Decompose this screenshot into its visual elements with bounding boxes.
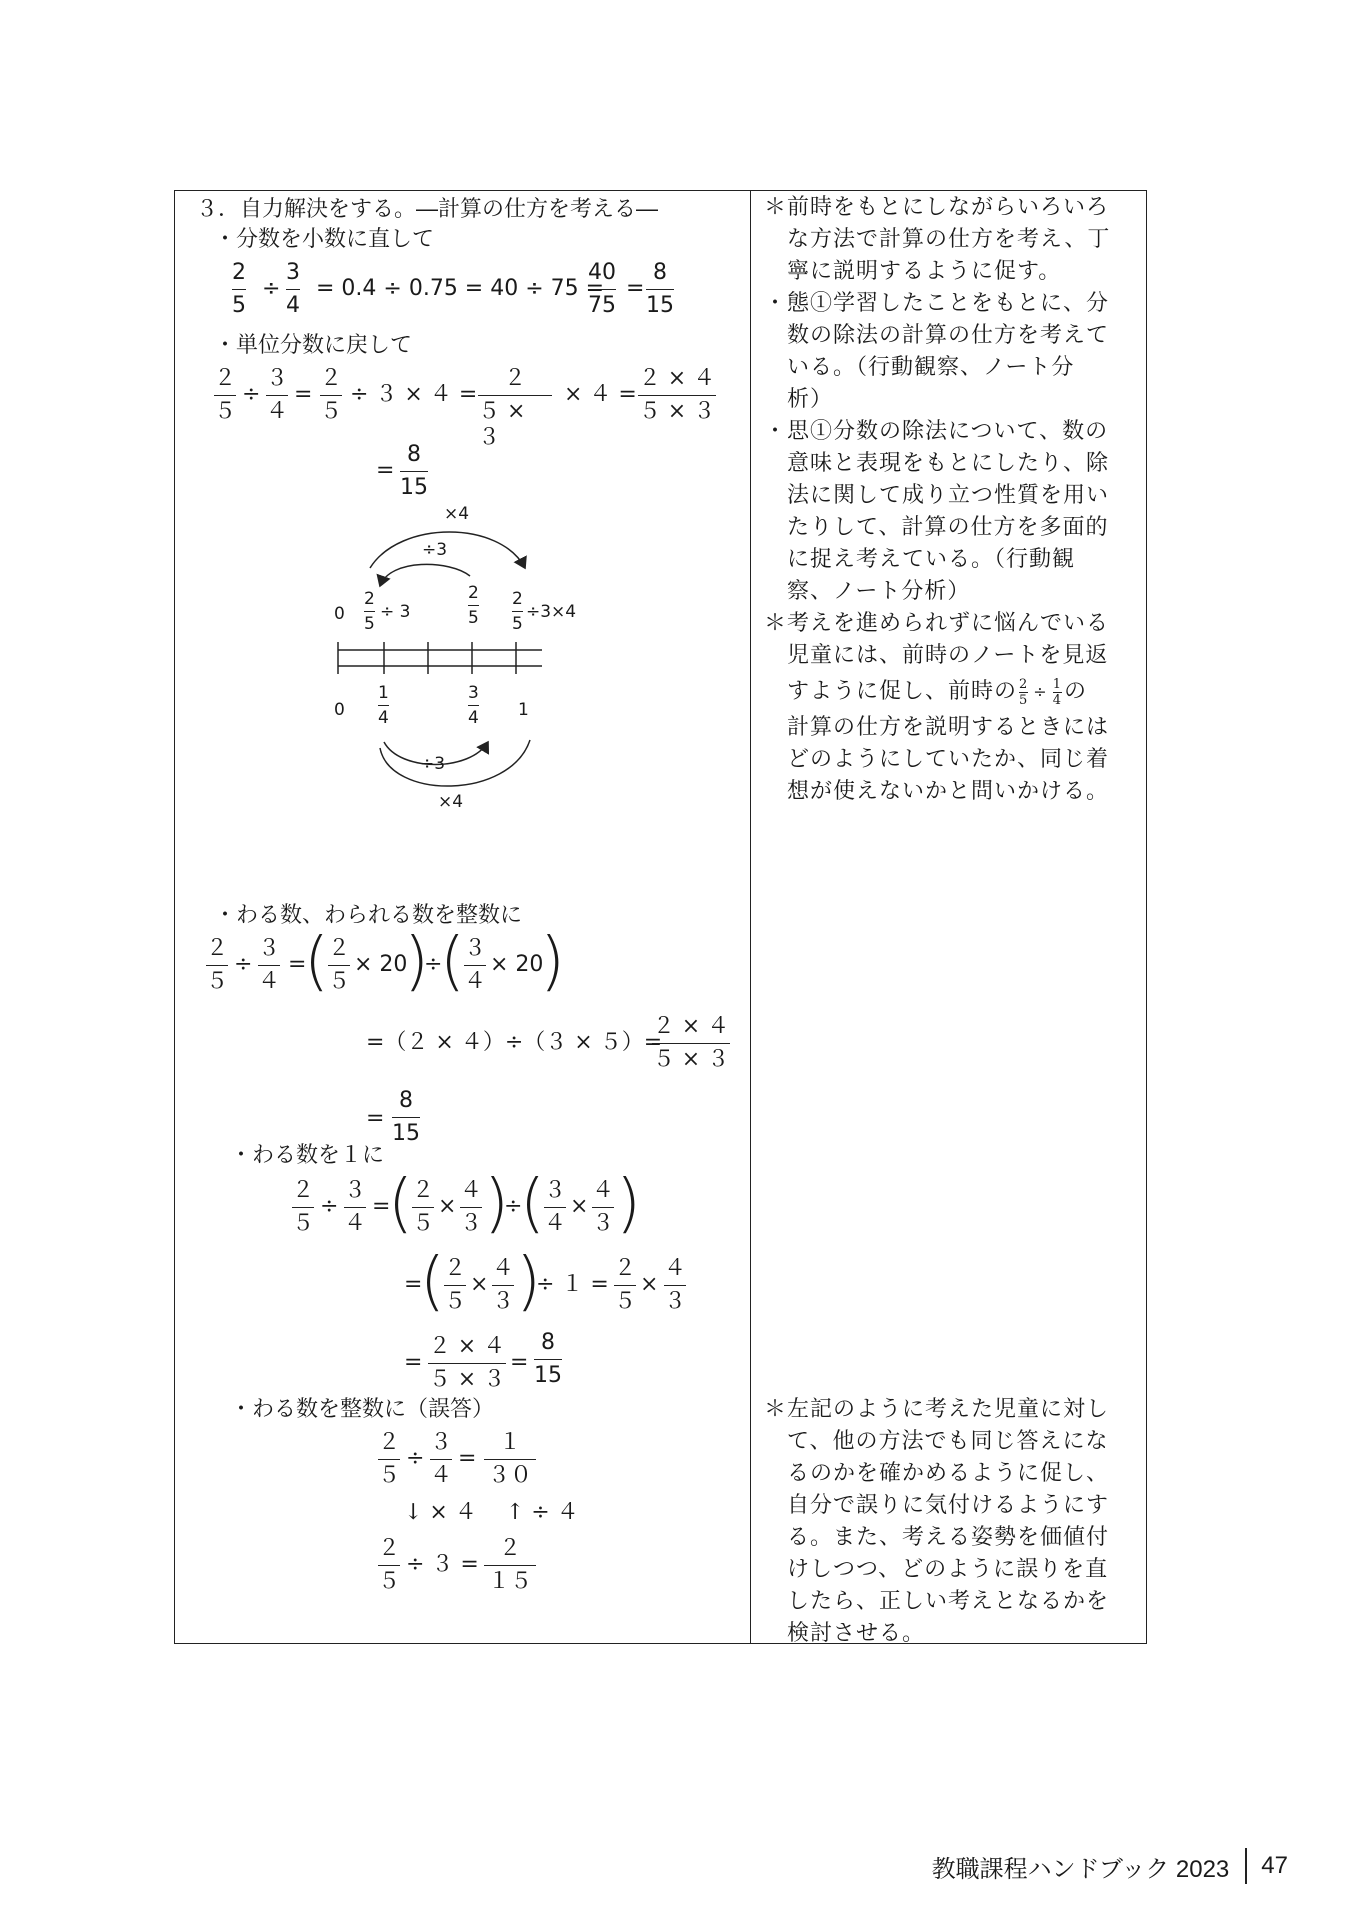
fraction: ３ ４ bbox=[544, 1178, 567, 1236]
operator: ÷ bbox=[320, 1194, 339, 1219]
fraction: ２ ５ bbox=[614, 1256, 637, 1314]
method-1-label: ・分数を小数に直して bbox=[214, 227, 435, 252]
label-div3x4: ÷3×4 bbox=[526, 602, 577, 622]
fraction: 2 5 bbox=[232, 260, 246, 318]
operator: = bbox=[458, 1446, 477, 1471]
label-0-top: 0 bbox=[334, 604, 345, 624]
label-x4-top: ×4 bbox=[444, 504, 470, 524]
fraction: ４ ３ bbox=[664, 1256, 687, 1314]
note-error-correction: ＊左記のように考えた児童に対し て、他の方法でも同じ答えにな るのかを確かめるように促し、 自分で誤りに気付けるようにす る。また、考える姿勢を価値付 けしつつ、どのように誤りを直 したら、正しい考えとなるかを 検討させる。 bbox=[764, 1397, 1110, 1646]
fraction: 8 15 bbox=[400, 442, 428, 500]
fraction: ２ ５ bbox=[292, 1178, 315, 1236]
paren-open: ( bbox=[420, 1245, 445, 1319]
fraction: 2 5 bbox=[512, 589, 523, 634]
fraction: ３ ４ bbox=[430, 1430, 453, 1488]
equation-text: = 0.4 ÷ 0.75 = 40 ÷ 75 = bbox=[316, 276, 605, 301]
footer-title: 教職課程ハンドブック 2023 bbox=[931, 1855, 1230, 1883]
note-encourage-methods: ＊前時をもとにしながらいろいろ な方法で計算の仕方を考え、丁 寧に説明するように促す。 bbox=[764, 195, 1111, 284]
fraction: ４ ３ bbox=[460, 1178, 483, 1236]
fraction: ３ ４ bbox=[344, 1178, 367, 1236]
fraction: ２ ５ bbox=[444, 1256, 467, 1314]
fraction: ２ ５ bbox=[412, 1178, 435, 1236]
equation-text: × ４ = bbox=[564, 382, 637, 407]
paren-open: ( bbox=[388, 1167, 413, 1241]
fraction: 8 15 bbox=[534, 1330, 562, 1388]
fraction: 2 5 bbox=[364, 589, 375, 634]
fraction: ２ ５ bbox=[206, 936, 229, 994]
fraction: １ ３０ bbox=[484, 1430, 536, 1489]
label-div3: ÷ 3 bbox=[380, 602, 411, 622]
page-footer bbox=[932, 1848, 1288, 1884]
operator: = bbox=[404, 1272, 423, 1297]
fraction: ２ × ４ ５ × ３ bbox=[428, 1334, 506, 1392]
operator: × bbox=[640, 1272, 659, 1297]
arc-top-x4 bbox=[370, 532, 525, 568]
footer-separator bbox=[1245, 1848, 1247, 1884]
operator: = bbox=[626, 276, 645, 301]
fraction: ３ ４ bbox=[464, 936, 487, 994]
page-number: 47 bbox=[1261, 1852, 1288, 1879]
equation-text: ÷ ３ = bbox=[406, 1552, 479, 1577]
paren-close: ) bbox=[404, 925, 429, 999]
fraction: ３ ４ bbox=[258, 936, 281, 994]
note-struggling-inline: すように促し、前時の 2 5 ÷ 1 4 の bbox=[764, 676, 1087, 708]
fraction: ２ １５ bbox=[484, 1536, 536, 1595]
paren-open: ( bbox=[520, 1167, 545, 1241]
operator: = bbox=[372, 1194, 391, 1219]
operator: ÷ bbox=[242, 382, 261, 407]
fraction: 8 15 bbox=[646, 260, 674, 318]
fraction: ２ ５ bbox=[378, 1430, 401, 1488]
fraction: 3 4 bbox=[286, 260, 300, 318]
equation-text: ÷ １ = bbox=[536, 1272, 609, 1297]
fraction: 2 5 bbox=[468, 583, 479, 628]
method-2-label: ・単位分数に戻して bbox=[214, 333, 413, 358]
section-heading: ３．自力解決をする。―計算の仕方を考える― bbox=[196, 197, 659, 222]
fraction: ３ ４ bbox=[266, 366, 289, 424]
fraction: ２ × ４ ５ × ３ bbox=[638, 366, 716, 424]
paren-close: ) bbox=[616, 1167, 641, 1241]
operator: = bbox=[366, 1106, 385, 1131]
operator: = bbox=[510, 1350, 529, 1375]
fraction: ２ ５ bbox=[320, 366, 343, 424]
fraction: 1 4 bbox=[378, 683, 389, 728]
equation-text: × 20 bbox=[490, 952, 544, 977]
operator: ÷ bbox=[406, 1446, 425, 1471]
operator: × bbox=[470, 1272, 489, 1297]
fraction: ２ ５ bbox=[378, 1536, 401, 1594]
note-struggling-support: ＊考えを進められずに悩んでいる 児童には、前時のノートを見返 bbox=[764, 611, 1110, 668]
number-line-diagram bbox=[320, 500, 620, 820]
fraction: ２ × ４ ５ × ３ bbox=[652, 1014, 730, 1072]
paren-open: ( bbox=[440, 925, 465, 999]
column-divider bbox=[750, 190, 751, 1643]
label-1-bottom: 1 bbox=[518, 700, 529, 720]
label-div3-top: ÷3 bbox=[422, 540, 448, 560]
paren-close: ) bbox=[484, 1167, 509, 1241]
paren-open: ( bbox=[304, 925, 329, 999]
note-attitude-eval: ・態①学習したことをもとに、分 数の除法の計算の仕方を考えて いる。（行動観察、ノート分 析） bbox=[764, 291, 1110, 412]
equation-text: × 20 bbox=[354, 952, 408, 977]
fraction: ４ ３ bbox=[492, 1256, 515, 1314]
note-struggling-cont: 計算の仕方を説明するときには どのようにしていたか、同じ着 想が使えないかと問いかける。 bbox=[764, 715, 1110, 804]
arc-top-div3 bbox=[380, 564, 470, 586]
operator: ÷ bbox=[504, 1194, 523, 1219]
operator: × bbox=[570, 1194, 589, 1219]
operator: × bbox=[438, 1194, 457, 1219]
method-5-label: ・わる数を整数に（誤答） bbox=[230, 1397, 495, 1422]
fraction: 3 4 bbox=[468, 683, 479, 728]
note-thinking-eval: ・思①分数の除法について、数の 意味と表現をもとにしたり、除 法に関して成り立つ性質を用い たりして、計算の仕方を多面的 に捉え考えている。（行動観 察、ノート分析） bbox=[764, 419, 1110, 604]
fraction: ４ ３ bbox=[592, 1178, 615, 1236]
label-0-bottom: 0 bbox=[334, 700, 345, 720]
fraction: 40 75 bbox=[588, 260, 616, 318]
fraction: 8 15 bbox=[392, 1088, 420, 1146]
arrow-annotation: ↓ × ４ ↑ ÷ ４ bbox=[404, 1500, 579, 1525]
operator: ÷ bbox=[424, 952, 443, 977]
equation-text: =（２ × ４）÷（３ × ５）= bbox=[366, 1030, 663, 1055]
operator: ÷ bbox=[262, 276, 281, 301]
operator: = bbox=[294, 382, 313, 407]
fraction: ２ ５ bbox=[328, 936, 351, 994]
method-3-label: ・わる数、わられる数を整数に bbox=[214, 903, 523, 928]
paren-close: ) bbox=[540, 925, 565, 999]
fraction: ２ ５ × ３ bbox=[478, 366, 552, 451]
label-x4-bottom: ×4 bbox=[438, 792, 464, 812]
operator: = bbox=[288, 952, 307, 977]
operator: = bbox=[404, 1350, 423, 1375]
method-4-label: ・わる数を１に bbox=[230, 1143, 385, 1168]
label-div3-bottom: ÷3 bbox=[420, 754, 446, 774]
paren-close: ) bbox=[516, 1245, 541, 1319]
operator: = bbox=[376, 458, 395, 483]
equation-text: ÷ ３ × ４ = bbox=[350, 382, 478, 407]
fraction: ２ ５ bbox=[214, 366, 237, 424]
operator: ÷ bbox=[234, 952, 253, 977]
